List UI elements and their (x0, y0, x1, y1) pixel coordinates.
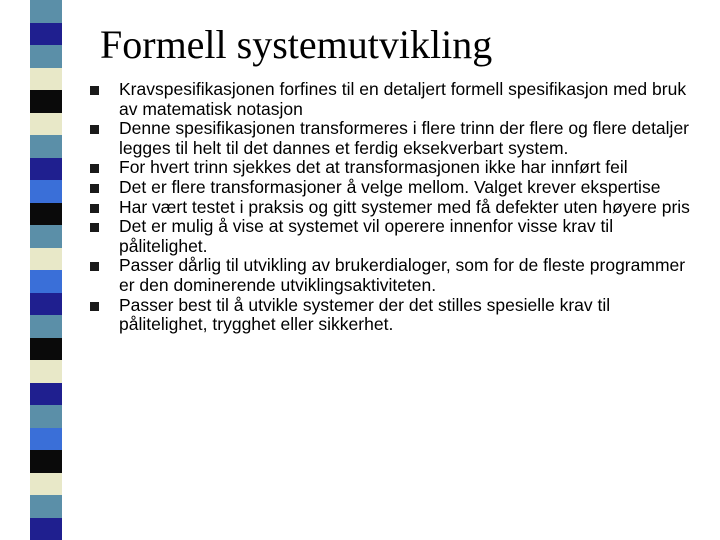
square-bullet-icon (90, 302, 99, 311)
bullet-text: Det er flere transformasjoner å velge mellom. Valget krever ekspertise (119, 176, 661, 197)
square-bullet-icon (90, 184, 99, 193)
bullet-item (88, 158, 698, 178)
bullet-text: Det er mulig å vise at systemet vil operere innenfor visse krav til pålitelighet. (119, 216, 614, 256)
bullet-text: For hvert trinn sjekkes det at transformasjonen ikke har innført feil (119, 157, 628, 178)
bullet-text: Denne spesifikasjonen transformeres i flere trinn der flere og flere detaljer legges til helt til det dannes et ferdig eksekverbart system. (119, 118, 690, 158)
square-bullet-icon (90, 125, 99, 134)
slide-title: Formell systemutvikling (100, 22, 493, 67)
bullet-item (88, 217, 698, 256)
square-bullet-icon (90, 262, 99, 271)
bullet-text: Har vært testet i praksis og gitt systemer med få defekter uten høyere pris (119, 196, 690, 217)
square-bullet-icon (90, 164, 99, 173)
bullet-item (88, 296, 698, 335)
square-bullet-icon (90, 86, 99, 95)
square-bullet-icon (90, 223, 99, 232)
bullet-text: Kravspesifikasjonen forfines til en detaljert formell spesifikasjon med bruk av matematisk notasjon (119, 79, 687, 119)
bullet-item (88, 198, 698, 218)
square-bullet-icon (90, 204, 99, 213)
bullet-list (88, 80, 698, 335)
bullet-item (88, 256, 698, 295)
bullet-item (88, 80, 698, 119)
decorative-stripe (30, 0, 62, 540)
bullet-item (88, 178, 698, 198)
bullet-text: Passer dårlig til utvikling av brukerdialoger, som for de fleste programmer er den dominerende utviklingsaktiviteten. (119, 255, 686, 295)
bullet-text: Passer best til å utvikle systemer der det stilles spesielle krav til pålitelighet, trygghet eller sikkerhet. (119, 294, 611, 335)
bullet-item (88, 119, 698, 158)
